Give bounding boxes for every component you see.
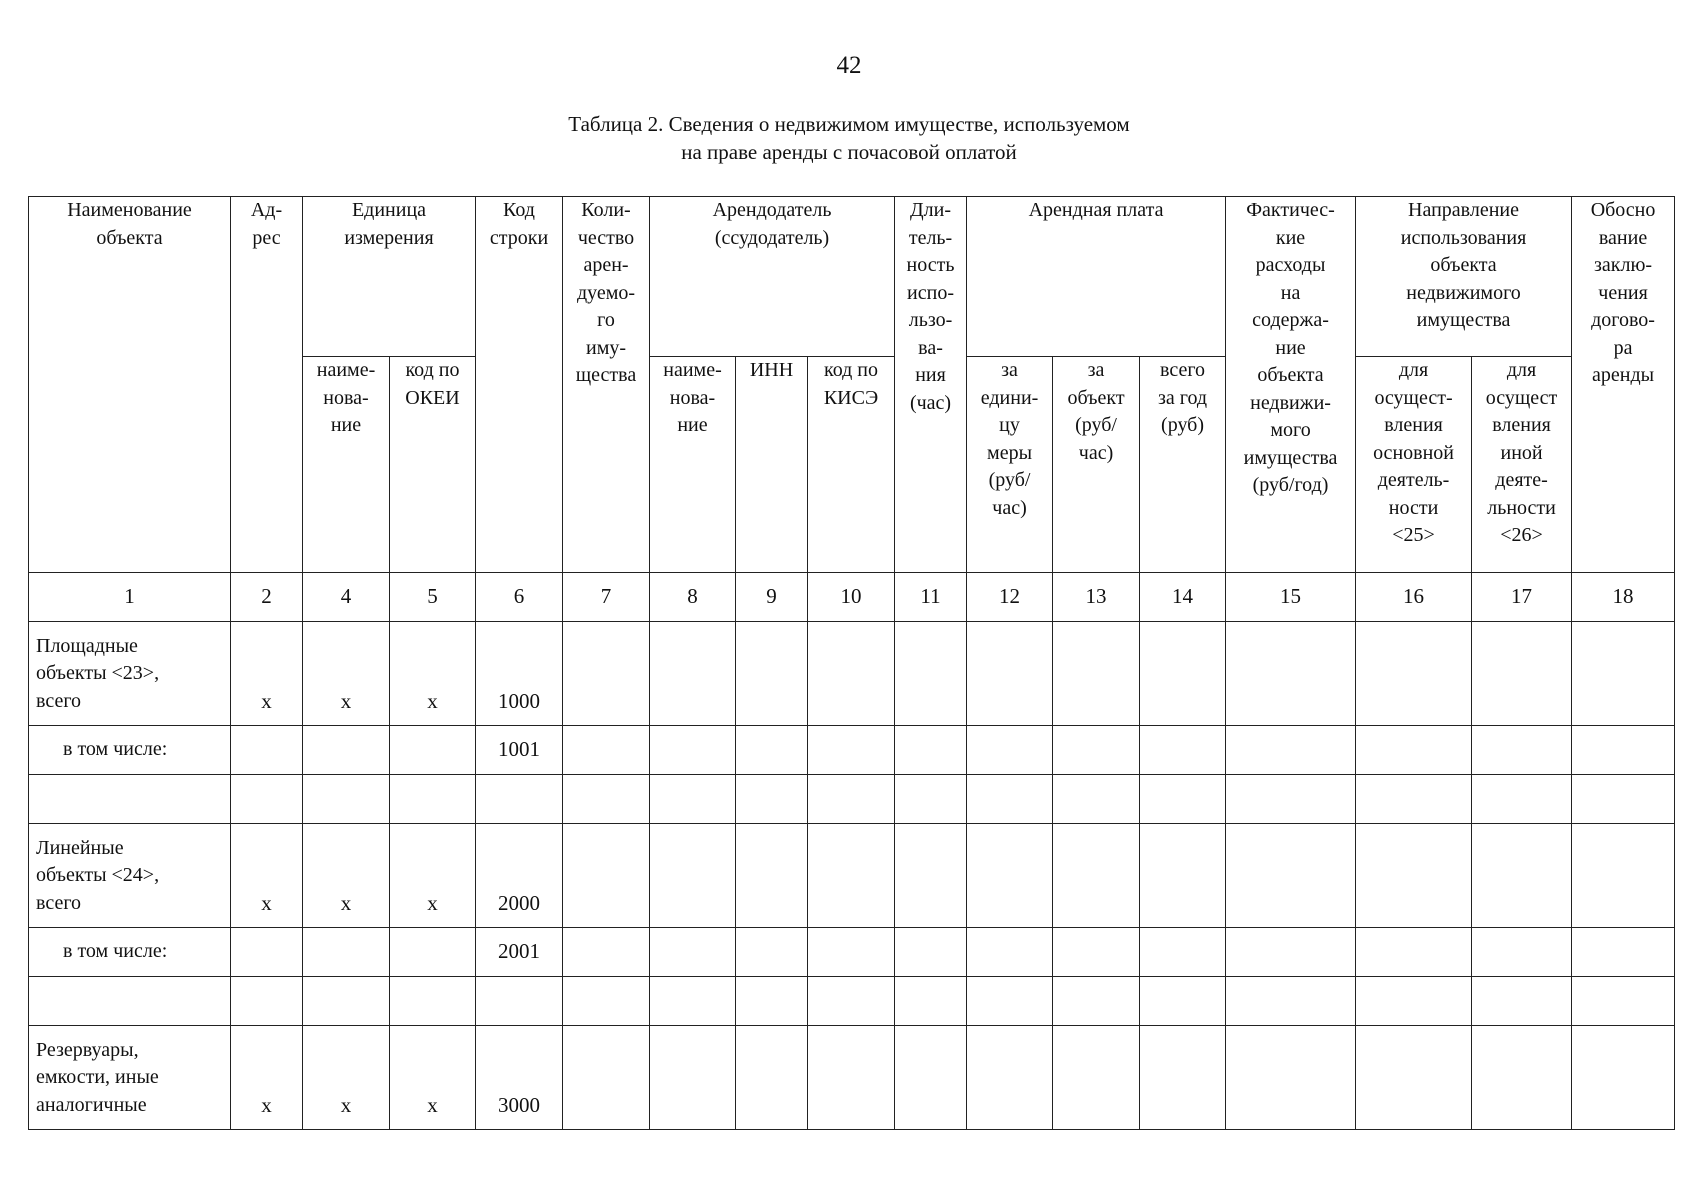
empty-cell (736, 928, 808, 977)
row-name-line: объекты <24>, (36, 864, 160, 886)
empty-cell (808, 726, 895, 775)
empty-cell (1356, 622, 1472, 726)
empty-cell (1572, 928, 1675, 977)
unit-code-cell (390, 928, 476, 977)
header-text-line: основной (1373, 441, 1454, 464)
empty-cell (967, 824, 1053, 928)
header-line-code (476, 197, 563, 573)
header-text-line: объекта (1430, 254, 1497, 276)
line-code-cell: 3000 (476, 1026, 563, 1130)
empty-cell (1053, 824, 1140, 928)
column-number-row (29, 573, 1675, 622)
empty-cell (1572, 726, 1675, 775)
row-name-cell (29, 1026, 231, 1130)
empty-cell (1472, 1026, 1572, 1130)
column-number: 15 (1226, 573, 1356, 622)
header-text-line: нова- (323, 386, 369, 409)
empty-cell (563, 622, 650, 726)
column-number: 4 (303, 573, 390, 622)
header-text-line: код по (405, 359, 460, 381)
header-text-line: Направление (1408, 199, 1520, 221)
header-text-line: цу (999, 414, 1020, 436)
line-code-cell: 2001 (476, 928, 563, 977)
header-text-line: осущест- (1374, 386, 1453, 409)
header-text-line: Арендная плата (1028, 199, 1164, 221)
header-lessor (650, 197, 895, 357)
header-text-line: <25> (1392, 524, 1435, 546)
empty-cell (1356, 726, 1472, 775)
row-name-line: аналогичные (36, 1093, 147, 1116)
row-subtitle-cell: в том числе: (29, 726, 231, 775)
empty-cell (808, 977, 895, 1026)
empty-cell (563, 726, 650, 775)
table-body (29, 573, 1675, 1130)
address-cell: x (231, 824, 303, 928)
empty-cell (736, 824, 808, 928)
header-unit-code (390, 357, 476, 573)
empty-cell (1053, 726, 1140, 775)
column-number: 18 (1572, 573, 1675, 622)
header-text-line: аренды (1592, 364, 1655, 386)
empty-cell (895, 775, 967, 824)
empty-cell (231, 977, 303, 1026)
header-text-line: льзо- (908, 309, 953, 331)
header-text-line: для (1398, 359, 1429, 381)
header-text-line: ИНН (749, 359, 794, 381)
header-unit-name (303, 357, 390, 573)
header-quantity (563, 197, 650, 573)
empty-cell (1053, 977, 1140, 1026)
empty-cell (808, 775, 895, 824)
empty-cell (650, 622, 736, 726)
header-text-line: КИСЭ (823, 386, 879, 409)
empty-cell (1053, 775, 1140, 824)
empty-cell (303, 977, 390, 1026)
header-text-line: (руб/ (1075, 414, 1117, 436)
empty-cell (1572, 1026, 1675, 1130)
header-text-line: ра (1613, 336, 1633, 359)
header-text-line: мого (1270, 419, 1311, 441)
header-text-line: <26> (1500, 524, 1543, 546)
empty-cell (563, 824, 650, 928)
header-text-line: иной (1500, 441, 1543, 464)
header-text-line: тель- (908, 226, 953, 249)
column-number: 8 (650, 573, 736, 622)
header-text-line: вание (1598, 226, 1648, 249)
row-subtitle-cell: в том числе: (29, 928, 231, 977)
empty-cell (1472, 775, 1572, 824)
header-expenses (1226, 197, 1356, 573)
empty-cell (231, 775, 303, 824)
column-number: 1 (29, 573, 231, 622)
header-rent (967, 197, 1226, 357)
line-code-cell: 2000 (476, 824, 563, 928)
empty-cell (967, 726, 1053, 775)
empty-cell (650, 726, 736, 775)
column-number: 11 (895, 573, 967, 622)
header-text-line: имущества (1416, 309, 1511, 331)
header-text-line: за (1087, 359, 1105, 381)
header-text-line: Коли- (581, 199, 631, 221)
header-text-line: Наименование (67, 199, 192, 221)
table-row (29, 928, 1675, 977)
header-basis (1572, 197, 1675, 573)
table-title-line-2: на праве аренды с почасовой оплатой (681, 140, 1017, 164)
column-number: 5 (390, 573, 476, 622)
empty-cell (1053, 1026, 1140, 1130)
empty-cell (808, 1026, 895, 1130)
empty-cell (1053, 928, 1140, 977)
header-text-line: иму- (585, 336, 627, 359)
header-text-line: Арендодатель (712, 199, 832, 221)
table-title-line-1: Таблица 2. Сведения о недвижимом имуществе, используемом (568, 112, 1130, 136)
header-text-line: недвижимого (1406, 281, 1521, 304)
empty-cell (1472, 726, 1572, 775)
header-lessor-kise (808, 357, 895, 573)
header-text-line: использования (1400, 226, 1527, 249)
header-text-line: Единица (351, 199, 427, 221)
header-text-line: объекта (96, 226, 163, 249)
header-address (231, 197, 303, 573)
header-text-line: едини- (980, 386, 1039, 409)
empty-cell (895, 824, 967, 928)
header-text-line: (руб) (1161, 414, 1205, 436)
empty-cell (563, 928, 650, 977)
header-text-line: арен- (583, 254, 629, 276)
empty-cell (1140, 928, 1226, 977)
header-text-line: Фактичес- (1246, 199, 1335, 221)
address-cell: x (231, 622, 303, 726)
empty-cell (1140, 775, 1226, 824)
empty-cell (808, 928, 895, 977)
header-text-line: на (1280, 281, 1301, 304)
empty-cell (1356, 824, 1472, 928)
empty-cell (1572, 622, 1675, 726)
empty-cell (1356, 977, 1472, 1026)
header-text-line: для (1506, 359, 1537, 381)
empty-cell (390, 977, 476, 1026)
address-cell (231, 726, 303, 775)
empty-cell (1226, 775, 1356, 824)
empty-cell (1572, 775, 1675, 824)
empty-cell (650, 824, 736, 928)
unit-name-cell: x (303, 1026, 390, 1130)
header-text-line: содержа- (1252, 309, 1329, 331)
line-code-cell: 1000 (476, 622, 563, 726)
header-text-line: имущества (1243, 446, 1338, 469)
unit-code-cell: x (390, 1026, 476, 1130)
header-text-line: вления (1492, 414, 1551, 436)
header-text-line: осущест (1485, 386, 1558, 409)
empty-cell (808, 824, 895, 928)
header-lessor-inn (736, 357, 808, 573)
table-row (29, 726, 1675, 775)
empty-cell (1572, 977, 1675, 1026)
header-text-line: (руб/год) (1252, 474, 1329, 496)
empty-cell (476, 977, 563, 1026)
empty-cell (1140, 726, 1226, 775)
header-text-line: объект (1067, 386, 1125, 409)
empty-cell (1226, 824, 1356, 928)
empty-cell (563, 977, 650, 1026)
header-text-line: ность (906, 254, 955, 276)
header-text-line: наиме- (316, 359, 376, 381)
table-row (29, 977, 1675, 1026)
row-name-line: Площадные (36, 634, 138, 657)
header-text-line: расходы (1255, 254, 1326, 276)
empty-cell (303, 775, 390, 824)
header-text-line: (ссудодатель) (714, 226, 830, 249)
header-object-name (29, 197, 231, 573)
empty-cell (650, 928, 736, 977)
empty-cell (650, 775, 736, 824)
empty-cell (895, 928, 967, 977)
empty-cell (29, 775, 231, 824)
header-text-line: испо- (907, 281, 954, 304)
empty-cell (1226, 928, 1356, 977)
header-unit (303, 197, 476, 357)
empty-cell (1140, 824, 1226, 928)
empty-cell (1572, 824, 1675, 928)
header-text-line: го (597, 309, 615, 331)
header-text-line: всего (1160, 359, 1206, 381)
table-row (29, 1026, 1675, 1130)
empty-cell (1356, 928, 1472, 977)
empty-cell (563, 1026, 650, 1130)
empty-cell (895, 1026, 967, 1130)
header-text-line: ния (915, 364, 946, 386)
header-text-line: кие (1275, 226, 1306, 249)
header-text-line: недвижи- (1250, 391, 1331, 414)
header-text-line: ние (677, 414, 708, 436)
empty-cell (650, 977, 736, 1026)
table-row (29, 622, 1675, 726)
column-number: 6 (476, 573, 563, 622)
header-text-line: наиме- (663, 359, 722, 381)
empty-cell (1472, 977, 1572, 1026)
header-direction-other (1472, 357, 1572, 573)
table-title (0, 110, 1698, 166)
column-number: 16 (1356, 573, 1472, 622)
header-text-line: льности (1487, 496, 1556, 519)
row-name-line: всего (36, 891, 82, 914)
header-text-line: Обосно (1590, 199, 1656, 221)
empty-cell (736, 775, 808, 824)
header-text-line: Код (503, 199, 535, 221)
empty-cell (967, 775, 1053, 824)
empty-cell (967, 622, 1053, 726)
empty-cell (1356, 1026, 1472, 1130)
empty-cell (736, 977, 808, 1026)
page-number: 42 (836, 52, 862, 79)
table-row (29, 775, 1675, 824)
empty-cell (895, 726, 967, 775)
header-text-line: код по (824, 359, 879, 381)
row-name-line: Линейные (36, 836, 124, 859)
header-text-line: (руб/ (988, 469, 1031, 491)
header-text-line: деяте- (1495, 469, 1548, 491)
header-text-line: вления (1384, 414, 1443, 436)
header-text-line: щества (575, 364, 637, 386)
empty-cell (1472, 622, 1572, 726)
header-text-line: догово- (1591, 309, 1655, 331)
column-number: 13 (1053, 573, 1140, 622)
empty-cell (390, 775, 476, 824)
property-table (28, 196, 1675, 1130)
header-direction-main (1356, 357, 1472, 573)
header-text-line: за (1001, 359, 1018, 381)
unit-code-cell: x (390, 824, 476, 928)
empty-cell (736, 622, 808, 726)
unit-code-cell: x (390, 622, 476, 726)
empty-cell (895, 977, 967, 1026)
address-cell: x (231, 1026, 303, 1130)
row-name-line: Резервуары, (36, 1038, 139, 1061)
empty-cell (1226, 1026, 1356, 1130)
header-direction (1356, 197, 1572, 357)
header-rent-per-unit (967, 357, 1053, 573)
row-name-cell (29, 824, 231, 928)
header-text-line: час) (1078, 441, 1114, 464)
empty-cell (1472, 928, 1572, 977)
header-text-line: объекта (1257, 364, 1324, 386)
header-text-line: (час) (909, 391, 952, 414)
unit-name-cell: x (303, 622, 390, 726)
empty-cell (967, 977, 1053, 1026)
column-number: 14 (1140, 573, 1226, 622)
empty-cell (967, 928, 1053, 977)
empty-cell (563, 775, 650, 824)
row-name-line: емкости, иные (36, 1066, 159, 1088)
header-text-line: дуемо- (576, 281, 636, 304)
header-text-line: ние (330, 414, 362, 436)
empty-cell (1472, 824, 1572, 928)
row-name-line: объекты <23>, (36, 662, 160, 684)
column-number: 17 (1472, 573, 1572, 622)
header-duration (895, 197, 967, 573)
row-name-cell (29, 622, 231, 726)
header-text-line: нова- (669, 386, 716, 409)
empty-cell (1140, 977, 1226, 1026)
header-text-line: час) (992, 496, 1027, 519)
empty-cell (1226, 726, 1356, 775)
header-text-line: ние (1275, 336, 1306, 359)
header-lessor-name (650, 357, 736, 573)
unit-name-cell: x (303, 824, 390, 928)
empty-cell (29, 977, 231, 1026)
header-rent-per-object (1053, 357, 1140, 573)
row-name-line: всего (36, 689, 82, 712)
column-number: 12 (967, 573, 1053, 622)
empty-cell (736, 1026, 808, 1130)
header-text-line: ва- (918, 336, 943, 359)
empty-cell (476, 775, 563, 824)
empty-cell (1356, 775, 1472, 824)
header-text-line: Дли- (910, 199, 952, 221)
header-text-line: рес (252, 226, 281, 249)
column-number: 2 (231, 573, 303, 622)
empty-cell (808, 622, 895, 726)
empty-cell (1140, 622, 1226, 726)
table-row (29, 824, 1675, 928)
empty-cell (1053, 622, 1140, 726)
address-cell (231, 928, 303, 977)
empty-cell (895, 622, 967, 726)
header-text-line: ОКЕИ (405, 386, 460, 409)
header-text-line: заклю- (1594, 254, 1653, 276)
header-text-line: меры (987, 441, 1033, 464)
empty-cell (1226, 977, 1356, 1026)
unit-name-cell (303, 928, 390, 977)
unit-code-cell (390, 726, 476, 775)
header-text-line: деятель- (1377, 469, 1450, 491)
header-text-line: измерения (344, 226, 434, 249)
column-number: 7 (563, 573, 650, 622)
line-code-cell: 1001 (476, 726, 563, 775)
header-text-line: Ад- (250, 199, 283, 221)
header-text-line: чество (577, 226, 635, 249)
empty-cell (650, 1026, 736, 1130)
empty-cell (967, 1026, 1053, 1130)
header-text-line: ности (1388, 496, 1439, 519)
empty-cell (1140, 1026, 1226, 1130)
empty-cell (736, 726, 808, 775)
header-rent-per-year (1140, 357, 1226, 573)
header-text-line: чения (1598, 281, 1648, 304)
header-text-line: строки (489, 226, 549, 249)
column-number: 9 (736, 573, 808, 622)
header-text-line: за год (1157, 386, 1208, 409)
column-number: 10 (808, 573, 895, 622)
unit-name-cell (303, 726, 390, 775)
empty-cell (1226, 622, 1356, 726)
